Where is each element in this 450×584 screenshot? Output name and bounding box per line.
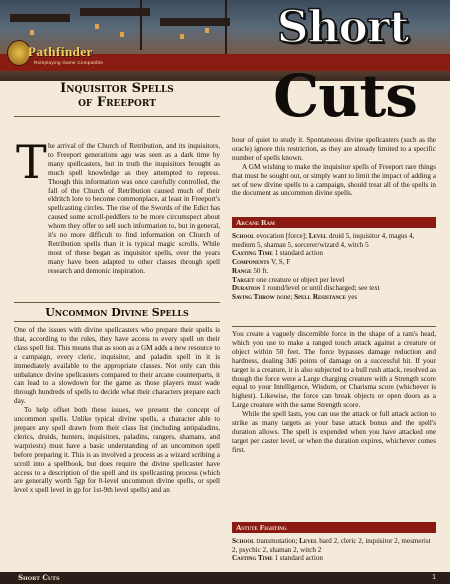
spell-stat-line: Target one creature or object per level <box>232 275 345 284</box>
spell-description-1: You create a vaguely discernible force in the shape of a ram's head, which you use to make a ranged touch attack against a creature or object within 50 feet. The force bypasses damage reduction and hardness, dealing 3d6 points of damage on a successful hit. If your target is a creature, it is also subjected to a bull rush attack, resolved as though the force were a Large charging creature with a Strength score equal to your Intelligence, Wisdom, or Charisma score (whichever is highest). Likewise, the force can break objects or open doors as a Large creature with the same Strength score. <box>232 330 436 410</box>
gm-paragraph: A GM wishing to make the inquisitor spells of Freeport rare things that must be sought out, or simply want to limit the impact of adding a set of new divine spells to a campaign, should treat all of the spells in the document as uncommon divine spells. <box>232 162 436 198</box>
article-title-line1: Inquisitor Spells <box>60 81 174 96</box>
building-window <box>205 28 209 33</box>
intro-paragraph-box <box>14 135 220 292</box>
article-title <box>14 82 220 110</box>
spell-stat-line: Saving Throw none; Spell Resistance yes <box>232 292 358 301</box>
uncommon-paragraph-1: One of the issues with divine spellcasters who prepare their spells is that, according to the rules, they have access to every spell on their class spell list. This means that as soon as a GM adds a new resource to a campaign, every cleric, inquisitor, and paladin spell in it is immediately available to the appropriate classes. Not only can this unbalance divine spellcasters compared to their arcane counterparts, it can lead to a slowdown for the game as those players must wade through hundreds of spells to decide what their characters prepare each day. <box>14 326 220 406</box>
section-uncommon-heading: Uncommon Divine Spells <box>45 306 189 319</box>
ship-mast <box>225 0 227 55</box>
continued-paragraph: hour of quiet to study it. Spontaneous divine spellcasters (such as the oracle) ignore this restriction, as they are already limited to a specific number of spells known. <box>232 136 436 162</box>
spell-stat-line: Range 50 ft. <box>232 266 269 275</box>
title-cuts: Cuts <box>273 62 417 130</box>
spell-stat-line: Casting Time 1 standard action <box>232 554 323 563</box>
title-short: Short <box>276 2 409 53</box>
building-window <box>180 34 184 39</box>
spell-stat-line: School transmutation; Level bard 2, cleric 2, inquisitor 2, mesmerist 2, psychic 2, shaman 2, witch 2 <box>232 537 431 554</box>
page-number: 1 <box>432 574 436 581</box>
uncommon-paragraphs <box>14 326 220 495</box>
building-roof <box>10 14 70 22</box>
article-title-line2: of Freeport <box>78 95 156 110</box>
drop-cap: T <box>16 135 47 189</box>
footer-title: Short Cuts <box>18 573 60 582</box>
uncommon-paragraph-2: To help offset both these issues, we present the concept of uncommon spells. Unlike typical divine spells, a character able to prepare any spell drawn from their class list (including antipaladins, clerics, druids, hunters, inquisitors, paladins, rangers, shamans, and warpriests) must have a basic understanding of an uncommon spell before preparing it. This is as involved a process as a wizard scribing a scroll into a spellbook, but does require the divine spellcaster have access to a description of the spell and its spellcasting process (which are generally worth 5gp for 0-level uncommon divine spells, or spell level x spell level in gp for 1st-9th level spells) and an <box>14 406 220 495</box>
spell-stat-line: Duration 1 round/level or until discharged; see text <box>232 284 380 293</box>
spell-arcane-ram-description <box>232 330 436 455</box>
ship-mast <box>140 0 142 50</box>
spell-description-2: While the spell lasts, you can use the attack or full attack action to strike as many targets as your base attack bonus and the spell's duration allows. The spell is expended when you have attacked one target per caster level, or when the duration expires, whichever comes first. <box>232 410 436 454</box>
pathfinder-logo-subtitle: Roleplaying Game Compatible <box>34 60 104 65</box>
spell-divider <box>232 326 436 327</box>
pathfinder-logo: Pathfinder <box>28 44 93 59</box>
intro-paragraph: he arrival of the Church of Retribution, and its inquisitors, to Freeport generations ago was seen as a dark time by many spellcasters, but in truth the inquisitors brought as much spell knowledge as they attempted to repress. Though this information was once carefully controlled, the fall of the Church of Retribution caused much of their eldritch lore to become commonplace, at least in Freeport's spellcasting circles. The rise of the Swords of the Edict has caused some scroll-peddlers to be more circumspect about whom they offer to sell such information to, but in general, it's no more difficult to find information on Church of Retribution spells than it is typical magic scrolls. While most of these began as inquisitor spells, over the years many have been adapted to other classes through spell research and demonic inspiration. <box>48 142 220 275</box>
spell-stat-line: Components V, S, F <box>232 258 291 267</box>
spell-stat-line: Casting Time 1 standard action <box>232 249 323 258</box>
building-roof <box>160 18 230 26</box>
building-window <box>95 24 99 29</box>
section-rule-top <box>14 302 220 303</box>
spell-arcane-ram-stats <box>232 232 436 302</box>
spell-astute-fighting-header: Astute Fighting <box>232 522 436 533</box>
title-rule <box>14 116 220 117</box>
right-column-text <box>232 136 436 198</box>
spell-astute-fighting-stats <box>232 537 436 563</box>
spell-stat-line: School evocation [force]; Level druid 5, inquisitor 4, magus 4, medium 5, shaman 5, sorcerer/wizard 4, witch 5 <box>232 232 415 249</box>
page-footer <box>0 572 450 584</box>
section-rule-bottom <box>14 321 220 322</box>
building-window <box>30 30 34 35</box>
spell-arcane-ram-header: Arcane Ram <box>232 217 436 228</box>
building-window <box>120 32 124 37</box>
